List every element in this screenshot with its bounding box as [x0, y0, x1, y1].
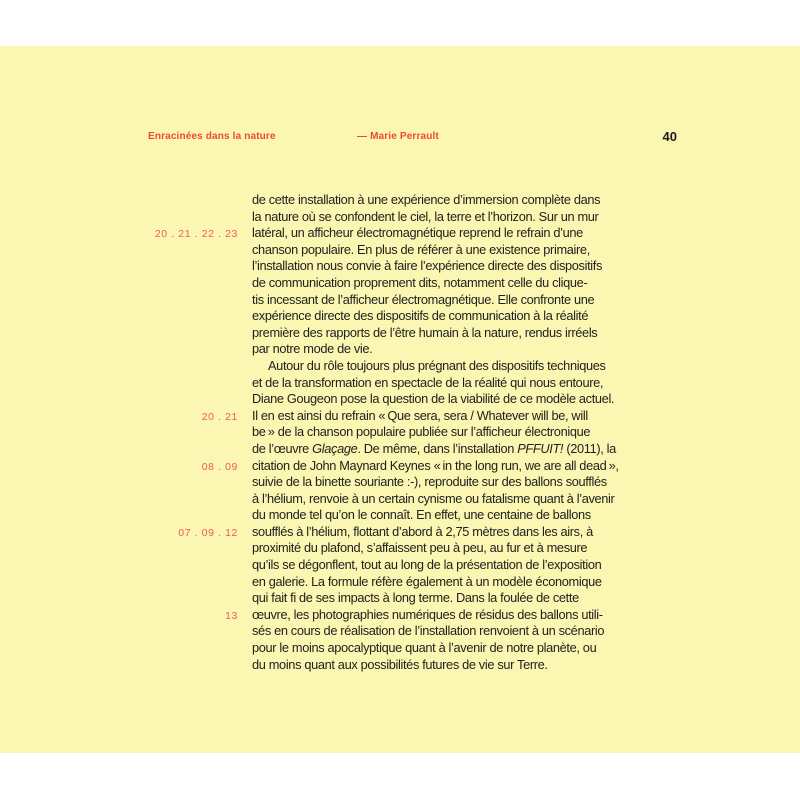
- line-text: qu’ils se dégonflent, tout au long de la présentation de l’exposition: [252, 557, 602, 573]
- text-line: [148, 524, 708, 541]
- text-line: [148, 491, 708, 508]
- text-line: [148, 540, 708, 557]
- italic-text-segment: PFFUIT!: [517, 440, 564, 456]
- text-line: [148, 258, 708, 275]
- text-line: [148, 292, 708, 309]
- line-text: et de la transformation en spectacle de la réalité qui nous entoure,: [252, 374, 604, 390]
- text-line: [148, 358, 708, 375]
- text-line: [148, 574, 708, 591]
- text-line: [148, 341, 708, 358]
- line-text: Autour du rôle toujours plus prégnant des dispositifs techniques: [268, 357, 606, 373]
- line-text: la nature où se confondent le ciel, la terre et l’horizon. Sur un mur: [252, 208, 599, 224]
- line-text: soufflés à l’hélium, flottant d’abord à 2,75 mètres dans les airs, à: [252, 523, 593, 539]
- margin-note: 20 . 21: [201, 410, 238, 423]
- margin-note: 07 . 09 . 12: [178, 526, 238, 539]
- text-line: [148, 607, 708, 624]
- text-line: [148, 441, 708, 458]
- line-text: Il en est ainsi du refrain « Que sera, sera / Whatever will be, will: [252, 407, 588, 423]
- line-text: citation de John Maynard Keynes « in the long run, we are all dead »,: [252, 457, 619, 473]
- text-line: [148, 640, 708, 657]
- text-line: [148, 192, 708, 209]
- italic-text-segment: Glaçage: [312, 440, 358, 456]
- line-text: chanson populaire. En plus de référer à une existence primaire,: [252, 241, 590, 257]
- text-line: [148, 623, 708, 640]
- line-text: Diane Gougeon pose la question de la viabilité de ce modèle actuel.: [252, 391, 615, 407]
- line-text: par notre mode de vie.: [252, 341, 373, 357]
- line-text: pour le moins apocalyptique quant à l’avenir de notre planète, ou: [252, 640, 597, 656]
- line-text: proximité du plafond, s’affaissent peu à peu, au fur et à mesure: [252, 540, 588, 556]
- page-number: 40: [662, 129, 677, 144]
- text-line: [148, 325, 708, 342]
- text-segment: (2011), la: [563, 440, 616, 456]
- text-line: [148, 391, 708, 408]
- text-line: [148, 657, 708, 674]
- line-text: expérience directe des dispositifs de communication à la réalité: [252, 308, 589, 324]
- line-text: à l’hélium, renvoie à un certain cynisme ou fatalisme quant à l’avenir: [252, 490, 615, 506]
- line-text: suivie de la binette souriante :-), reproduite sur des ballons soufflés: [252, 474, 607, 490]
- line-text: de cette installation à une expérience d’immersion complète dans: [252, 192, 601, 207]
- text-line: [148, 308, 708, 325]
- text-line: [148, 590, 708, 607]
- text-line: [148, 557, 708, 574]
- line-text: sés en cours de réalisation de l’installation renvoient à un scénario: [252, 623, 605, 639]
- author-name: — Marie Perrault: [357, 131, 439, 142]
- text-line: [148, 474, 708, 491]
- text-line: [148, 375, 708, 392]
- line-text: latéral, un afficheur électromagnétique reprend le refrain d’une: [252, 225, 583, 241]
- line-text: qui fait fi de ses impacts à long terme. Dans la foulée de cette: [252, 590, 579, 606]
- text-segment: de l’œuvre: [252, 440, 313, 456]
- line-text: du monde tel qu’on le connaît. En effet, une centaine de ballons: [252, 507, 591, 523]
- line-text: be » de la chanson populaire publiée sur l’afficheur électronique: [252, 424, 591, 440]
- line-text: du moins quant aux possibilités futures de vie sur Terre.: [252, 656, 548, 672]
- body-text-block: [148, 192, 708, 673]
- line-text: première des rapports de l’être humain à la nature, rendus irréels: [252, 324, 598, 340]
- margin-note: 08 . 09: [201, 460, 238, 473]
- text-line: [148, 408, 708, 425]
- line-text: [252, 441, 616, 458]
- running-title: Enracinées dans la nature: [148, 131, 276, 142]
- text-line: [148, 507, 708, 524]
- text-line: [148, 242, 708, 259]
- line-text: de communication proprement dits, notamment celle du clique-: [252, 274, 588, 290]
- line-text: tis incessant de l’afficheur électromagnétique. Elle confronte une: [252, 291, 595, 307]
- line-text: œuvre, les photographies numériques de résidus des ballons utili-: [252, 606, 603, 622]
- text-line: [148, 209, 708, 226]
- margin-note: 13: [225, 609, 238, 622]
- book-page: [0, 46, 800, 753]
- line-text: l’installation nous convie à faire l’expérience directe des dispositifs: [252, 258, 603, 274]
- margin-note: 20 . 21 . 22 . 23: [154, 228, 238, 241]
- text-line: [148, 275, 708, 292]
- line-text: en galerie. La formule réfère également à un modèle économique: [252, 573, 602, 589]
- text-line: [148, 225, 708, 242]
- text-line: [148, 424, 708, 441]
- text-segment: . De même, dans l’installation: [357, 440, 518, 456]
- text-line: [148, 458, 708, 475]
